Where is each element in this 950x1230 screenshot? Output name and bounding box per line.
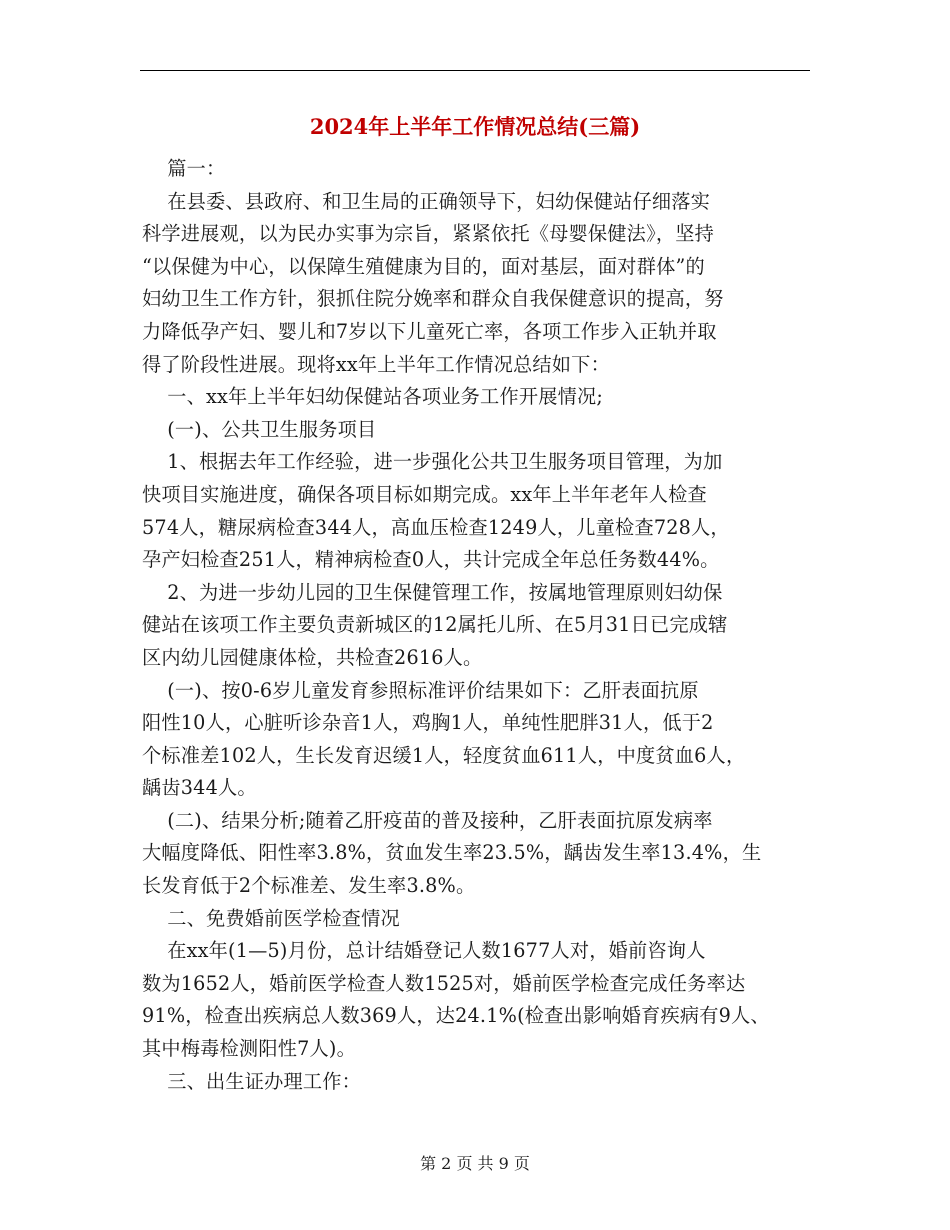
page-number: 第 2 页 共 9 页 [420,1154,530,1173]
paragraph-line: 篇一： [142,157,226,180]
paragraph-line: 科学进展观，以为民办实事为宗旨，紧紧依托《母婴保健法》，坚持 [142,222,715,246]
paragraph-line: 快项目实施进度，确保各项目标如期完成。xx年上半年老年人检查 [142,482,707,506]
paragraph-line: 个标准差102人，生长发育迟缓1人，轻度贫血611人，中度贫血6人， [142,743,746,767]
paragraph-line: 妇幼卫生工作方针，狠抓住院分娩率和群众自我保健意识的提高，努 [142,287,724,311]
paragraph-line: 大幅度降低、阳性率3.8%，贫血发生率23.5%，龋齿发生率13.4%，生 [142,841,762,865]
paragraph-line: “以保健为中心，以保障生殖健康为目的，面对基层，面对群体”的 [142,254,705,278]
paragraph-line: 阳性10人，心脏听诊杂音1人，鸡胸1人，单纯性肥胖31人，低于2 [142,711,714,735]
paragraph-line: 区内幼儿园健康体检，共检查2616人。 [142,645,483,669]
paragraph-line: 1、根据去年工作经验，进一步强化公共卫生服务项目管理，为加 [142,450,723,474]
paragraph-line: 在xx年(1—5)月份，总计结婚登记人数1677人对，婚前咨询人 [142,939,706,963]
paragraph-line: 孕产妇检查251人，精神病检查0人，共计完成全年总任务数44%。 [142,548,720,572]
paragraph-line: 长发育低于2个标准差、发生率3.8%。 [142,874,476,898]
paragraph-line: 574人，糖尿病检查344人，高血压检查1249人，儿童检查728人， [142,515,730,539]
paragraph-line: 健站在该项工作主要负责新城区的12属托儿所、在5月31日已完成辖 [142,613,728,637]
document-title: 2024年上半年工作情况总结(三篇) [309,114,641,139]
paragraph-line: 一、xx年上半年妇幼保健站各项业务工作开展情况; [142,385,604,409]
paragraph-line: (二)、结果分析;随着乙肝疫苗的普及接种，乙肝表面抗原发病率 [142,808,713,832]
paragraph-line: (一)、公共卫生服务项目 [142,417,377,441]
paragraph-line: 三、出生证办理工作： [142,1069,362,1093]
paragraph-line: 其中梅毒检测阳性7人)。 [142,1037,356,1061]
document-body [142,153,814,1098]
paragraph-line: 在县委、县政府、和卫生局的正确领导下，妇幼保健站仔细落实 [142,189,711,213]
paragraph-line: 2、为进一步幼儿园的卫生保健管理工作，按属地管理原则妇幼保 [142,580,723,604]
paragraph-line: 龋齿344人。 [142,776,257,800]
paragraph-line: 数为1652人，婚前医学检查人数1525对，婚前医学检查完成任务率达 [142,971,746,995]
paragraph-line: 得了阶段性进展。现将xx年上半年工作情况总结如下： [142,352,610,376]
header-rule [140,70,810,71]
paragraph-line: (一)、按0-6岁儿童发育参照标准评价结果如下：乙肝表面抗原 [142,678,699,702]
paragraph-line: 力降低孕产妇、婴儿和7岁以下儿童死亡率，各项工作步入正轨并取 [142,319,717,343]
paragraph-line: 二、免费婚前医学检查情况 [142,906,400,930]
paragraph-line: 91%，检查出疾病总人数369人，达24.1%(检查出影响婚育疾病有9人、 [142,1004,770,1028]
